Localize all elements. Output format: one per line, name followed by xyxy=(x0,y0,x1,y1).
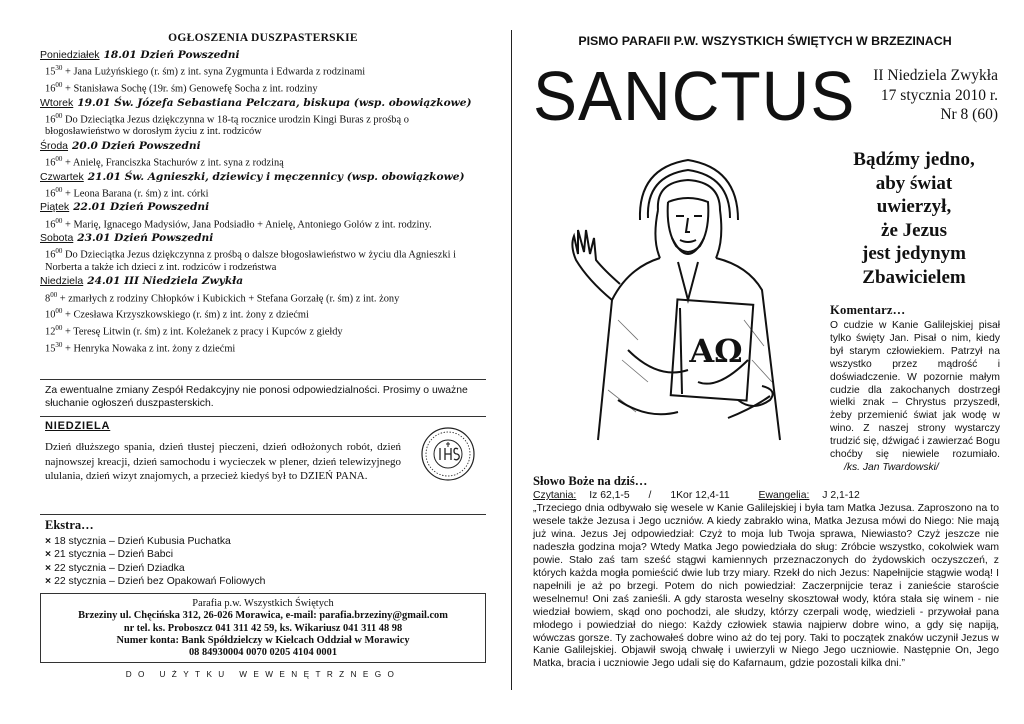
commentary-author: /ks. Jan Twardowski/ xyxy=(844,461,939,473)
jhs-seal-icon xyxy=(420,426,476,482)
mass-minute: 30 xyxy=(55,340,63,349)
parish-title: Parafia p.w. Wszystkich Świętych xyxy=(192,598,334,609)
day-header xyxy=(40,140,486,153)
reading-1-ref: Iz 62,1-5 xyxy=(589,490,630,501)
reading-separator: / xyxy=(648,490,652,501)
mass-intention: + Teresę Litwin (r. śm) z int. Koleżanek z pracy i Kupców z giełdy xyxy=(62,326,343,338)
niedziela-text: Dzień dłuższego spania, dzień tłustej pieczeni, dzień odłożonych robót, dzień najnowszej kreacji, dzień samochodu i wycieczek w plener, dzień telewizyjnego ululania, dzień wizyt znajomych, a przecież kiedyś był to DZIEŃ PANA. xyxy=(45,441,401,482)
ekstra-item-text: 22 stycznia – Dzień bez Opakowań Foliowych xyxy=(54,575,266,587)
motto-line: Zbawicielem xyxy=(862,266,966,288)
mass-hour: 10 xyxy=(45,309,56,321)
mass-intention: + Czesława Krzyszkowskiego (r. śm) z int. żony z dziećmi xyxy=(62,309,309,321)
motto xyxy=(828,148,1000,290)
mass-entry xyxy=(45,62,486,79)
mass-intention: + Anielę, Franciszka Stachurów z int. syna z rodziną xyxy=(62,157,284,169)
day-title: 18.01 Dzień Powszedni xyxy=(103,49,240,61)
mass-intention: Do Dzieciątka Jezus dziękczynna w 18-tą rocznice urodzin Kingi Buras z prośbą o błogosławieństwo w dorosłym życiu z int. rodziców xyxy=(45,114,409,138)
mass-hour: 16 xyxy=(45,114,56,126)
parish-contact-box xyxy=(40,593,486,663)
ekstra-list xyxy=(45,535,486,588)
gospel-text: „Trzeciego dnia odbywało się wesele w Kanie Galilejskiej i była tam Matka Jezusa. Zaproszono na to wesele także Jezusa i Jego uczniów. A kiedy zabrakło wina, Matka Jezusa mówi do Niego: Nie mają już wina. Jezus Jej odpowiedział: Czyż to moja lub Twoja sprawa, Niewiasto? Czyż jeszcze nie nadeszła godzina moja? Wtedy Matka Jego powiedziała do sług: Zróbcie wszystko, cokolwiek wam powie. Stało zaś tam sześć stągwi kamiennych przeznaczonych do żydowskich oczyszczeń, z których każda mogła pomieścić dwie lub trzy miary. Rzekł do nich Jezus: Napełnijcie stągwie wodą! I napełnili je aż po brzegi. Potem do nich powiedział: Zaczerpnijcie teraz i zanieście staroście weselnemu! Oni zaś zanieśli. A gdy starosta weselny skosztował wody, która stała się winem - nie wiedział bowiem, skąd ono pochodzi, ale słudzy, którzy czerpali wodę, wiedzieli - przywołał pana młodego i powiedział do niego: Każdy człowiek stawia najpierw dobre wino, a gdy się napiją, wówczas gorsze. Ty zachowałeś dobre wino aż do tej pory. Taki to początek znaków uczynił Jezus w Kanie Galilejskiej. Objawił swoją chwałę i uwierzyli w Niego Jego uczniowie. Następnie On, Jego Matka, bracia i uczniowie Jego udali się do Kafarnaum, gdzie pozostali kilka dni.” xyxy=(533,503,999,670)
announcements-heading: OGŁOSZENIA DUSZPASTERSKIE xyxy=(168,32,358,44)
day-block xyxy=(40,232,486,274)
mass-intention: + zmarłych z rodziny Chłopków i Kubickich + Stefana Gorzałę (r. śm) z int. żony xyxy=(57,293,400,304)
day-name: Czwartek xyxy=(40,170,84,183)
day-name: Wtorek xyxy=(40,96,74,109)
readings-label: Czytania: xyxy=(533,490,577,501)
ekstra-item-text: 18 stycznia – Dzień Kubusia Puchatka xyxy=(54,536,231,547)
day-block xyxy=(40,171,486,201)
niedziela-title: NIEDZIELA xyxy=(45,420,111,432)
mass-entry xyxy=(45,215,486,232)
mass-minute: 00 xyxy=(55,154,63,163)
day-name: Sobota xyxy=(40,232,74,245)
day-header xyxy=(40,171,486,184)
mass-schedule xyxy=(40,48,486,355)
motto-line: uwierzył, xyxy=(876,196,952,218)
ekstra-title: Ekstra… xyxy=(45,518,94,532)
motto-line: że Jezus xyxy=(881,219,947,241)
day-header xyxy=(40,232,486,245)
alpha-omega-letters: ΑΩ xyxy=(689,332,743,370)
mass-minute: 00 xyxy=(55,111,63,120)
cross-mark-icon: × xyxy=(45,549,52,561)
commentary-title: Komentarz… xyxy=(830,303,906,317)
mass-intention: + Marię, Ignacego Madysiów, Jana Podsiadło + Anielę, Antoniego Golów z int. rodziny. xyxy=(62,219,432,231)
cross-mark-icon: × xyxy=(45,536,52,547)
mass-minute: 00 xyxy=(55,247,63,256)
motto-line: aby świat xyxy=(875,172,953,194)
mass-entry xyxy=(45,153,486,170)
mass-entry xyxy=(45,245,486,274)
ekstra-item xyxy=(45,575,486,588)
mass-entry xyxy=(45,339,486,356)
day-title: 23.01 Dzień Powszedni xyxy=(77,232,214,245)
mass-entry xyxy=(45,322,486,339)
day-title: 21.01 Św. Agnieszki, dziewicy i męczennicy (wsp. obowiązkowe) xyxy=(87,170,465,183)
mass-hour: 8 xyxy=(45,293,51,304)
day-header xyxy=(40,97,486,110)
day-block xyxy=(40,97,486,139)
niedziela-section xyxy=(40,420,486,512)
mass-entry xyxy=(45,305,486,322)
ekstra-item-text: 21 stycznia – Dzień Babci xyxy=(54,549,174,561)
mass-entry xyxy=(45,289,486,306)
issue-info xyxy=(780,66,998,125)
mass-minute: 30 xyxy=(55,64,63,73)
mass-intention: + Henryka Nowaka z int. żony z dziećmi xyxy=(62,343,236,355)
ekstra-item xyxy=(45,535,486,548)
mass-minute: 00 xyxy=(55,307,63,316)
mass-minute: 00 xyxy=(55,323,63,332)
commentary-text xyxy=(830,320,1000,475)
christ-illustration-icon xyxy=(548,150,828,462)
ekstra-item xyxy=(45,548,486,561)
mass-entry xyxy=(45,184,486,201)
left-column xyxy=(40,30,486,44)
mass-minute: 00 xyxy=(55,216,63,225)
mass-minute: 00 xyxy=(55,185,63,194)
editorial-notice: Za ewentualne zmiany Zespół Redakcyjny nie ponosi odpowiedzialności. Prosimy o uważne słuchanie ogłoszeń duszpasterskich. xyxy=(40,379,486,417)
day-name: Środa xyxy=(40,139,69,152)
day-title: 24.01 III Niedziela Zwykła xyxy=(87,275,244,288)
mass-entry xyxy=(45,110,486,139)
day-header xyxy=(40,275,486,288)
mass-entry xyxy=(45,79,486,96)
day-name: Poniedziałek xyxy=(40,49,100,61)
gospel-ref: J 2,1-12 xyxy=(822,490,860,501)
mass-intention: + Jana Lużyńskiego (r. śm) z int. syna Zygmunta i Edwarda z rodzinami xyxy=(62,66,366,78)
day-title: 19.01 Św. Józefa Sebastiana Pelczara, biskupa (wsp. obowiązkowe) xyxy=(77,96,472,109)
mass-hour: 16 xyxy=(45,249,56,261)
commentary-body: O cudzie w Kanie Galilejskiej pisał tylko święty Jan. Pisał o nim, kiedy był starym człowiekiem. Patrzył na wszystko przez mądrość i doświadczenie. W pozornie małym cudzie dla zakochanych dostrzegł wielki znak – Chrystus przyszedł, żeby przemienić świat jak wodę w wino. Z naszej strony wystarczy trudzić się, dźwigać i zawierzać Bogu choćby się niewiele rozumiało. xyxy=(830,320,1000,461)
day-header xyxy=(40,49,486,62)
day-name: Niedziela xyxy=(40,275,84,288)
mass-hour: 15 xyxy=(45,343,56,355)
ekstra-item xyxy=(45,562,486,575)
issue-sunday: II Niedziela Zwykła xyxy=(873,67,998,84)
day-block xyxy=(40,140,486,170)
ekstra-section xyxy=(40,514,486,588)
day-block xyxy=(40,201,486,231)
mass-hour: 12 xyxy=(45,326,56,338)
day-title: 20.0 Dzień Powszedni xyxy=(72,139,201,152)
column-divider xyxy=(511,30,512,690)
masthead-title: SANCTUS xyxy=(533,57,856,135)
motto-line: jest jedynym xyxy=(862,243,966,265)
issue-number: Nr 8 (60) xyxy=(940,106,998,123)
motto-line: Bądźmy jedno, xyxy=(853,149,975,170)
gospel-label: Ewangelia: xyxy=(758,490,810,501)
cross-mark-icon: × xyxy=(45,562,52,574)
day-block xyxy=(40,49,486,96)
internal-use-footer: DO UŻYTKU WEWENĘTRZNEGO xyxy=(125,670,401,679)
day-header xyxy=(40,201,486,214)
mass-hour: 16 xyxy=(45,188,56,200)
mass-minute: 00 xyxy=(50,290,58,299)
day-block xyxy=(40,275,486,355)
newsletter-header: PISMO PARAFII P.W. WSZYSTKICH ŚWIĘTYCH W BRZEZINACH xyxy=(578,34,952,48)
issue-date: 17 stycznia 2010 r. xyxy=(880,86,998,104)
mass-hour: 16 xyxy=(45,219,56,231)
mass-hour: 16 xyxy=(45,83,56,95)
word-of-god-title: Słowo Boże na dziś… xyxy=(533,474,648,488)
mass-hour: 15 xyxy=(45,66,56,78)
day-name: Piątek xyxy=(40,201,70,214)
parish-account: 08 84930004 0070 0205 4104 0001 xyxy=(188,647,338,659)
cross-mark-icon: × xyxy=(45,575,52,587)
parish-phones: nr tel. ks. Proboszcz 041 311 42 59, ks. Wikariusz 041 311 48 98 xyxy=(123,622,403,634)
ekstra-item-text: 22 stycznia – Dzień Dziadka xyxy=(54,562,185,574)
parish-bank: Numer konta: Bank Spółdzielczy w Kielcach Oddział w Morawicy xyxy=(116,634,410,646)
parish-address: Brzeziny ul. Chęcińska 312, 26-026 Morawica, e-mail: parafia.brzeziny@gmail.com xyxy=(78,610,448,622)
day-title: 22.01 Dzień Powszedni xyxy=(73,201,210,214)
mass-intention: + Leona Barana (r. śm) z int. córki xyxy=(62,188,209,200)
mass-intention: + Stanisława Sochę (19r. śm) Genowefę Socha z int. rodziny xyxy=(62,83,318,95)
mass-hour: 16 xyxy=(45,157,56,169)
readings-line xyxy=(533,490,1003,501)
reading-2-ref: 1Kor 12,4-11 xyxy=(670,490,730,501)
mass-minute: 00 xyxy=(55,80,63,89)
mass-intention: Do Dzieciątka Jezus dziękczynna z prośbą o dalsze błogosławieństwo w życiu dla Agnieszki i Norberta a także ich dzieci z int. rodziców i rodzeństwa xyxy=(45,249,456,274)
